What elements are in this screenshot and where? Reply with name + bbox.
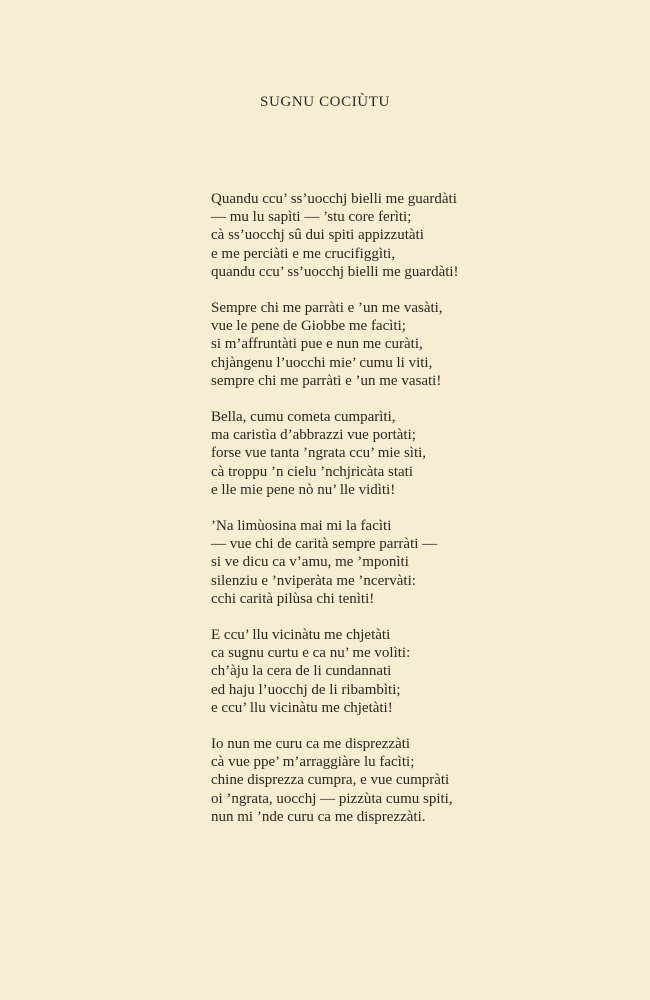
poem-line: si m’affruntàti pue e nun me curàti,: [211, 336, 423, 353]
poem-line: ed haju l’uocchj de li ribambìti;: [211, 681, 401, 698]
stanza: [211, 299, 631, 390]
poem-line: e me perciàti e me crucifiggìti,: [211, 245, 396, 262]
stanza: [211, 735, 631, 826]
stanza: [211, 408, 631, 499]
stanza: [211, 517, 631, 608]
poem-title: SUGNU COCIÙTU: [260, 94, 390, 110]
poem-line: E ccu’ llu vicinàtu me chjetàti: [211, 627, 391, 644]
poem-line: Quandu ccu’ ss’uocchj bielli me guardàti: [211, 191, 457, 207]
poem-line: cchi carità pilùsa chi tenìti!: [211, 590, 375, 607]
stanza: [211, 626, 631, 717]
poem-line: sempre chi me parràti e ’un me vasati!: [211, 372, 442, 389]
poem-line: si ve dicu ca v’amu, me ’mponìti: [211, 554, 409, 571]
poem-line: — vue chi de carità sempre parràti —: [211, 536, 438, 553]
poem-line: cà troppu ’n cielu ’nchjricàta stati: [211, 463, 413, 480]
poem-line: oi ’ngrata, uocchj — pizzùta cumu spiti,: [211, 790, 453, 807]
poem-line: ma caristìa d’abbrazzi vue portàti;: [211, 427, 416, 444]
poem-line: Io nun me curu ca me disprezzàti: [211, 736, 411, 753]
poem-line: ca sugnu curtu e ca nu’ me volìti:: [211, 645, 411, 662]
poem-line: e ccu’ llu vicinàtu me chjetàti!: [211, 699, 393, 716]
poem-line: e lle mie pene nò nu’ lle vidìti!: [211, 481, 396, 498]
poem-line: ch’àju la cera de li cundannati: [211, 663, 392, 680]
poem-line: Sempre chi me parràti e ’un me vasàti,: [211, 300, 443, 317]
poem-line: cà ss’uocchj sû dui spiti appizzutàti: [211, 227, 424, 244]
poem-line: silenziu e ’nviperàta me ’ncervàti:: [211, 572, 416, 589]
poem-line: cà vue ppe’ m’arraggiàre lu facìti;: [211, 754, 415, 771]
poem-line: chine disprezza cumpra, e vue cumpràti: [211, 772, 450, 789]
poem-body: [211, 190, 631, 844]
poem-line: nun mi ’nde curu ca me disprezzàti.: [211, 808, 426, 825]
poem-line: Bella, cumu cometa cumparìti,: [211, 409, 396, 426]
poem-line: chjàngenu l’uocchi mie’ cumu li viti,: [211, 354, 433, 371]
stanza: [211, 190, 631, 281]
poem-line: — mu lu sapìti — ’stu core ferìti;: [211, 209, 412, 226]
poem-line: vue le pene de Giobbe me facìti;: [211, 318, 406, 335]
poem-line: quandu ccu’ ss’uocchj bielli me guardàti!: [211, 263, 459, 280]
poem-line: forse vue tanta ’ngrata ccu’ mie sìti,: [211, 445, 427, 462]
poem-line: ’Na limùosina mai mi la facìti: [211, 518, 392, 535]
